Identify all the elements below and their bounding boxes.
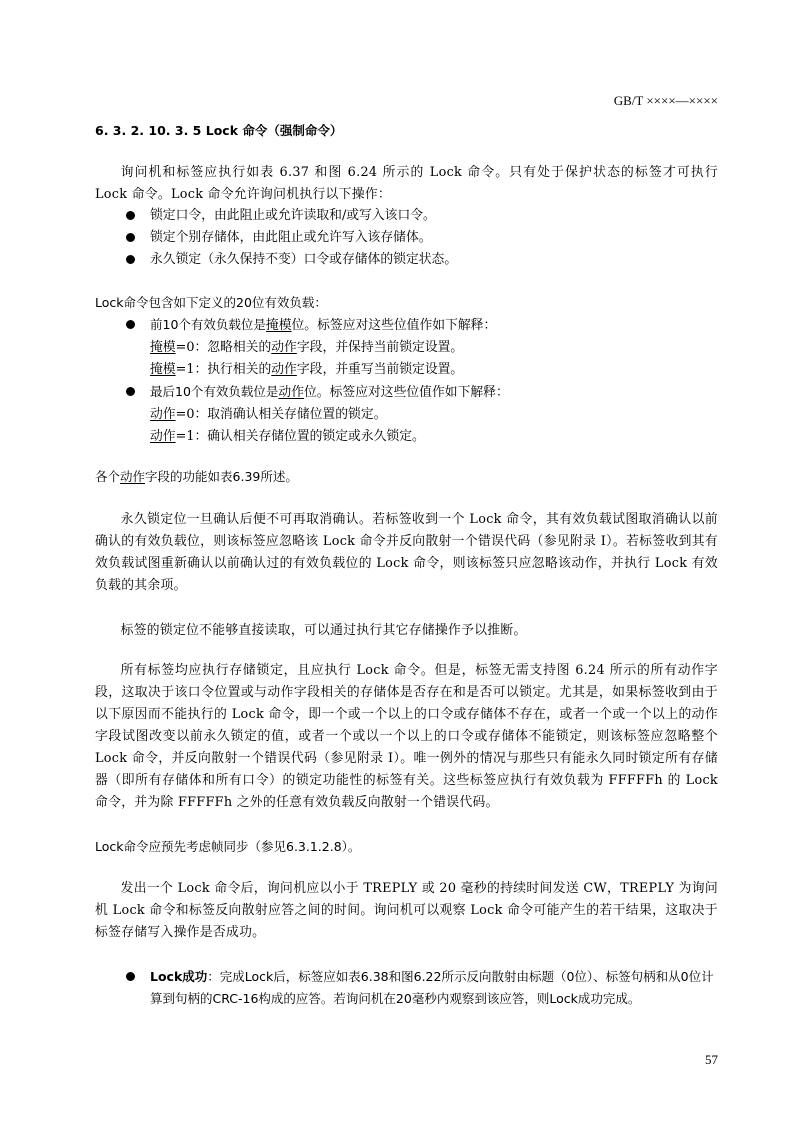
action-term: 动作	[120, 469, 146, 484]
list-item: 前10个有效负载位是掩模位。标签应对这些位值作如下解释：	[95, 314, 718, 337]
action-term: 动作	[150, 429, 176, 444]
mask-term: 掩模	[265, 318, 292, 333]
list-item: 最后10个有效负载位是动作位。标签应对这些位值作如下解释：	[95, 381, 718, 404]
bullet-icon	[126, 211, 135, 220]
action-field-paragraph: 各个动作字段的功能如表6.39所述。	[95, 469, 298, 484]
result-label: Lock成功	[150, 969, 208, 984]
section-heading: 6. 3. 2. 10. 3. 5 Lock 命令（强制命令）	[95, 123, 343, 138]
list-item: 动作=0：取消确认相关存储位置的锁定。	[150, 407, 387, 422]
mask-term: 掩模	[150, 340, 176, 355]
sync-paragraph: Lock命令应预先考虑帧同步（参见6.3.1.2.8）。	[95, 839, 361, 854]
payload-intro: Lock命令包含如下定义的20位有效负载：	[95, 295, 327, 310]
lock-operations-list	[95, 205, 718, 271]
list-item: 锁定口令，由此阻止或允许读取和/或写入该口令。	[95, 205, 718, 227]
bullet-icon	[126, 255, 135, 264]
standard-number: GB/T ××××—××××	[613, 93, 718, 108]
support-paragraph: 所有标签均应执行存储锁定，且应执行 Lock 命令。但是，标签无需支持图 6.24 所示的所有动作字段，这取决于该口令位置或与动作字段相关的存储体是否存在和是否可以锁定。尤其是，如果标签收到由于以下原因而不能执行的 Lock 命令，即一个或一个以上的口令或存储体不存在，或者一个或一个以上的动作字段试图改变以前永久锁定的值，或者一个或以一个以上的口令或存储体不能锁定，则该标签应忽略整个 Lock 命令，并反向散射一个错误代码（参见附录 I）。唯一例外的情况与那些只有能永久同时锁定所有存储器（即所有存储体和所有口令）的锁定功能性的标签有关。这些标签应执行有效负载为 FFFFFh 的 Lock 命令，并为除 FFFFFh 之外的任意有效负载反向散射一个错误代码。	[95, 663, 718, 810]
list-item: 掩模=1：执行相关的动作字段，并重写当前锁定设置。	[150, 362, 464, 377]
list-item: Lock成功：完成Lock后，标签应如表6.38和图6.22所示反向散射由标题（0位）、标签句柄和从0位计算到句柄的CRC-16构成的应答。若询问机在20毫秒内观察到该应答，则Lock成功完成。	[95, 966, 718, 1010]
bullet-icon	[126, 320, 135, 329]
timing-paragraph: 发出一个 Lock 命令后，询问机应以小于 TREPLY 或 20 毫秒的持续时间发送 CW，TREPLY 为询问机 Lock 命令和标签反向散射应答之间的时间。询问机可以观察 Lock 命令可能产生的若干结果，这取决于标签存储写入操作是否成功。	[95, 881, 718, 940]
result-list	[95, 966, 718, 1010]
mask-term: 掩模	[150, 362, 176, 377]
action-term: 动作	[278, 385, 304, 400]
bullet-icon	[126, 972, 135, 981]
intro-paragraph: 询问机和标签应执行如表 6.37 和图 6.24 所示的 Lock 命令。只有处于保护状态的标签才可执行 Lock 命令。Lock 命令允许询问机执行以下操作：	[95, 165, 718, 202]
payload-list	[95, 314, 718, 448]
bullet-icon	[126, 387, 135, 396]
action-term: 动作	[150, 407, 176, 422]
list-item: 动作=1：确认相关存储位置的锁定或永久锁定。	[150, 429, 425, 444]
lockbits-paragraph: 标签的锁定位不能够直接读取，可以通过执行其它存储操作予以推断。	[120, 623, 527, 638]
list-item: 掩模=0：忽略相关的动作字段，并保持当前锁定设置。	[150, 340, 464, 355]
action-term: 动作	[271, 362, 297, 377]
list-item: 永久锁定（永久保持不变）口令或存储体的锁定状态。	[95, 249, 718, 271]
list-item: 锁定个别存储体，由此阻止或允许写入该存储体。	[95, 227, 718, 249]
bullet-icon	[126, 233, 135, 242]
action-term: 动作	[271, 340, 297, 355]
page-number: 57	[705, 1052, 718, 1067]
permalock-paragraph: 永久锁定位一旦确认后便不可再取消确认。若标签收到一个 Lock 命令，其有效负载试图取消确认以前确认的有效负载位，则该标签应忽略该 Lock 命令并反向散射一个错误代码（参见附录 I）。若标签收到其有效负载试图重新确认以前确认过的有效负载位的 Lock 命令，则该标签只应忽略该动作，并执行 Lock 有效负载的其余项。	[95, 512, 718, 593]
